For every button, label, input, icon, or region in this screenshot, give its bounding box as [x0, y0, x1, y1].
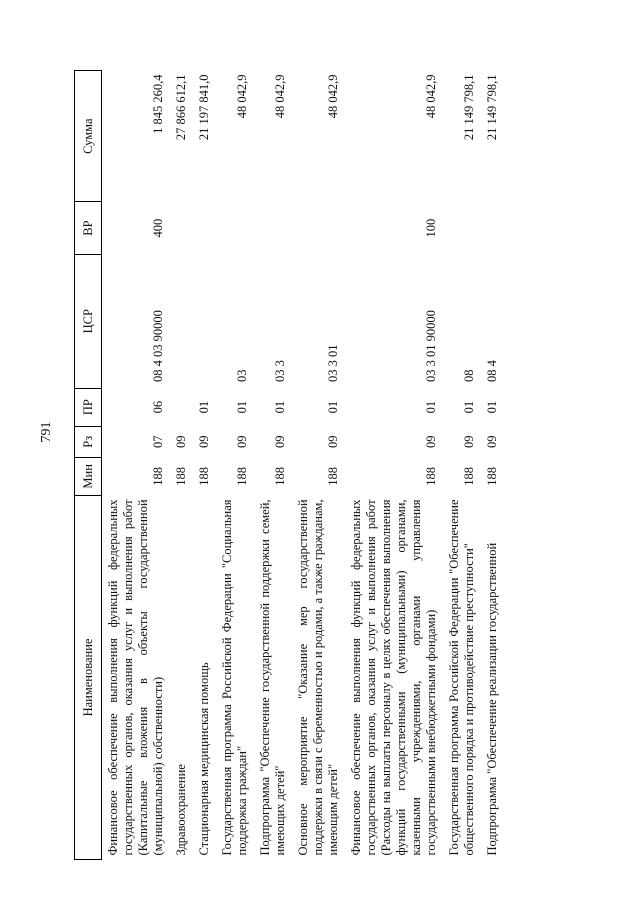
header-rz: Рз: [75, 426, 102, 457]
row-rz: 09: [424, 435, 438, 448]
row-rz: 09: [462, 435, 476, 448]
table-row: [214, 71, 252, 860]
row-pr: 01: [273, 400, 287, 414]
row-csr: 03 3 01 90000: [424, 310, 438, 383]
row-min: 188: [485, 466, 499, 486]
table-row: [191, 71, 214, 860]
row-csr: 08: [462, 369, 476, 383]
header-min: Мин: [75, 457, 102, 495]
row-csr: [168, 254, 191, 388]
row-name: Подпрограмма "Обеспечение реализации государственной: [485, 542, 499, 856]
row-name: Финансовое обеспечение выполнения функций федеральных государственных органов, оказания услуг и выполнения работ (Капитальные вложения в объекты государственной (муниципальной) собственности): [106, 499, 165, 856]
row-sum: 27 866 612,1: [174, 74, 188, 141]
row-sum: 21 197 841,0: [197, 74, 211, 141]
row-pr: 01: [462, 400, 476, 414]
table-row: [168, 71, 191, 860]
row-vr: [252, 202, 290, 255]
row-rz: 09: [273, 435, 287, 448]
budget-table-container: [74, 70, 614, 860]
header-vr: ВР: [75, 202, 102, 255]
table-header-row: [75, 71, 102, 860]
row-min: 188: [273, 466, 287, 486]
row-pr: 01: [235, 400, 249, 414]
row-min: 188: [424, 466, 438, 486]
table-row: [252, 71, 290, 860]
header-pr: ПР: [75, 388, 102, 426]
row-min: 188: [197, 466, 211, 486]
row-csr: 03 3 01: [326, 344, 340, 383]
row-sum: 21 149 798,1: [462, 74, 476, 141]
row-rz: 09: [235, 435, 249, 448]
row-vr: [168, 202, 191, 255]
row-vr: [191, 202, 214, 255]
row-pr: 01: [197, 400, 211, 414]
row-vr: [290, 202, 343, 255]
row-sum: 48 042,9: [424, 74, 438, 119]
row-csr: 08 4 03 90000: [151, 310, 165, 383]
row-name: Государственная программа Российской Федерации "Социальная поддержка граждан": [220, 499, 249, 856]
header-sum: Сумма: [75, 71, 102, 202]
row-csr: [191, 254, 214, 388]
header-name: Наименование: [75, 495, 102, 859]
row-name: Финансовое обеспечение выполнения функций федеральных государственных органов, оказания услуг и выполнения работ (Расходы на выплаты персоналу в целях обеспечения выполнения функций государственными (муниципальными) органами, казенными учреждениями, органами управления государственными внебюджетными фондами): [349, 499, 438, 856]
row-vr: [479, 202, 502, 255]
row-rz: 09: [485, 435, 499, 448]
row-csr: 08 4: [485, 360, 499, 383]
table-row: [290, 71, 343, 860]
row-min: 188: [174, 466, 188, 486]
row-name: Государственная программа Российской Федерации "Обеспечение общественного порядка и противодействие преступности": [447, 499, 476, 856]
row-vr: 400: [151, 218, 165, 238]
row-rz: 09: [326, 435, 340, 448]
table-row: [479, 71, 502, 860]
row-sum: 21 149 798,1: [485, 74, 499, 141]
row-csr: 03 3: [273, 360, 287, 383]
row-min: 188: [235, 466, 249, 486]
row-vr: [441, 202, 479, 255]
row-min: 188: [462, 466, 476, 486]
row-rz: 07: [151, 435, 165, 448]
table-row: [343, 71, 441, 860]
row-csr: 03: [235, 369, 249, 383]
row-pr: 06: [151, 400, 165, 414]
row-name: Стационарная медицинская помощь: [197, 662, 211, 856]
row-min: 188: [151, 466, 165, 486]
row-pr: [168, 388, 191, 426]
table-row: [102, 71, 169, 860]
row-min: 188: [326, 466, 340, 486]
row-pr: 01: [485, 400, 499, 414]
row-sum: 48 042,9: [235, 74, 249, 119]
row-pr: 01: [424, 400, 438, 414]
header-csr: ЦСР: [75, 254, 102, 388]
row-vr: 100: [424, 218, 438, 238]
row-name: Основное мероприятие "Оказание мер государственной поддержки в связи с беременностью и родами, а также гражданам, имеющим детей": [296, 499, 340, 856]
row-sum: 48 042,9: [273, 74, 287, 119]
table-row: [441, 71, 479, 860]
row-rz: 09: [174, 435, 188, 448]
row-vr: [214, 202, 252, 255]
page-number: 791: [39, 421, 54, 443]
budget-table: [74, 70, 502, 860]
row-name: Здравоохранение: [174, 764, 188, 856]
row-sum: 48 042,9: [326, 74, 340, 119]
row-rz: 09: [197, 435, 211, 448]
row-name: Подпрограмма "Обеспечение государственной поддержки семей, имеющих детей": [258, 499, 287, 856]
row-pr: 01: [326, 400, 340, 414]
row-sum: 1 845 260,4: [151, 74, 165, 134]
